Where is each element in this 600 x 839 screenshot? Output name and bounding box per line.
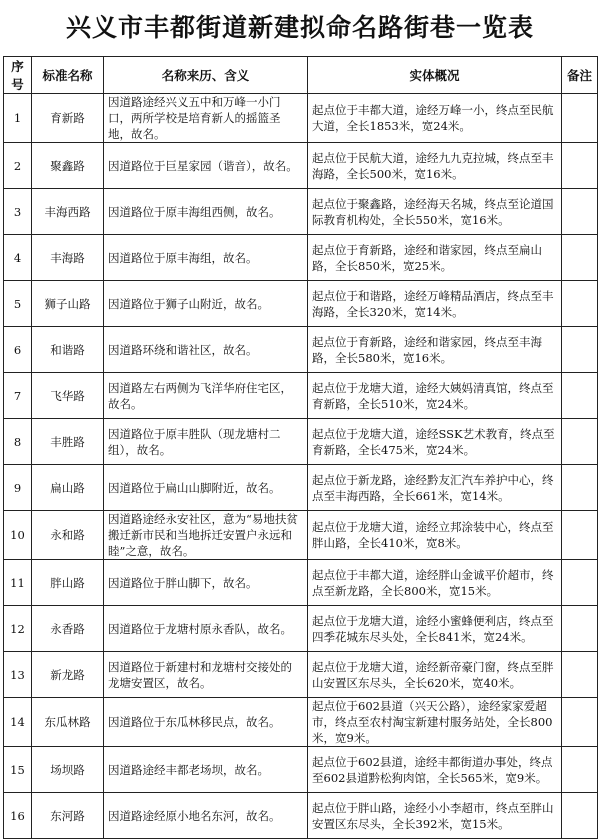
- cell-entity-overview: 起点位于育新路，途经和谐家园，终点至扁山路，全长850米，宽25米。: [308, 235, 562, 281]
- cell-entity-overview: 起点位于602县道（兴天公路），途经家家爱超市，终点至农村淘宝新建村服务站处，全长800米，宽9米。: [308, 698, 562, 747]
- cell-entity-overview: 起点位于602县道，途经丰都街道办事处，终点至602县道黔松狗肉馆，全长565米，宽9米。: [308, 747, 562, 793]
- cell-serial-number: 2: [4, 143, 32, 189]
- cell-entity-overview: 起点位于育新路，途经和谐家园，终点至丰海路，全长580米，宽16米。: [308, 327, 562, 373]
- cell-remarks: [562, 606, 598, 652]
- table-row: [4, 143, 598, 189]
- cell-name-origin: 因道路位于原丰胜队（现龙塘村二组），故名。: [104, 419, 308, 465]
- cell-standard-name: 东瓜林路: [32, 698, 104, 747]
- cell-name-origin: 因道路途经兴义五中和万峰一小门口，两所学校是培育新人的摇篮圣地，故名。: [104, 94, 308, 143]
- table-row: [4, 793, 598, 839]
- cell-remarks: [562, 189, 598, 235]
- cell-name-origin: 因道路位于原丰海组西侧，故名。: [104, 189, 308, 235]
- cell-name-origin: 因道路途经丰都老场坝，故名。: [104, 747, 308, 793]
- header-serial-number: 序号: [4, 57, 32, 94]
- cell-remarks: [562, 793, 598, 839]
- cell-entity-overview: 起点位于龙塘大道，途经大姨妈清真馆，终点至育新路，全长510米，宽24米。: [308, 373, 562, 419]
- table-row: [4, 327, 598, 373]
- header-remarks: 备注: [562, 57, 598, 94]
- cell-standard-name: 丰海西路: [32, 189, 104, 235]
- cell-serial-number: 7: [4, 373, 32, 419]
- cell-remarks: [562, 327, 598, 373]
- cell-serial-number: 14: [4, 698, 32, 747]
- cell-serial-number: 5: [4, 281, 32, 327]
- header-name-origin: 名称来历、含义: [104, 57, 308, 94]
- cell-entity-overview: 起点位于胖山路，途经小小李超市，终点至胖山安置区东尽头，全长392米，宽15米。: [308, 793, 562, 839]
- table-row: [4, 281, 598, 327]
- table-body: [4, 94, 598, 839]
- cell-serial-number: 4: [4, 235, 32, 281]
- cell-entity-overview: 起点位于民航大道，途经九九克拉城，终点至丰海路，全长500米，宽16米。: [308, 143, 562, 189]
- cell-name-origin: 因道路位于东瓜林移民点，故名。: [104, 698, 308, 747]
- cell-remarks: [562, 652, 598, 698]
- table-row: [4, 94, 598, 143]
- cell-remarks: [562, 94, 598, 143]
- cell-standard-name: 育新路: [32, 94, 104, 143]
- cell-serial-number: 6: [4, 327, 32, 373]
- cell-serial-number: 8: [4, 419, 32, 465]
- cell-standard-name: 新龙路: [32, 652, 104, 698]
- table-row: [4, 235, 598, 281]
- cell-name-origin: 因道路途经原小地名东河，故名。: [104, 793, 308, 839]
- cell-entity-overview: 起点位于聚鑫路，途经海天名城，终点至论道国际教育机构处，全长550米，宽16米。: [308, 189, 562, 235]
- cell-entity-overview: 起点位于丰都大道，途经万峰一小，终点至民航大道，全长1853米，宽24米。: [308, 94, 562, 143]
- table-row: [4, 465, 598, 511]
- cell-entity-overview: 起点位于丰都大道，途经胖山金诚平价超市，终点至新龙路，全长800米，宽15米。: [308, 560, 562, 606]
- cell-name-origin: 因道路位于巨星家园（谐音），故名。: [104, 143, 308, 189]
- table-row: [4, 698, 598, 747]
- header-standard-name: 标准名称: [32, 57, 104, 94]
- table-row: [4, 189, 598, 235]
- cell-standard-name: 场坝路: [32, 747, 104, 793]
- table-row: [4, 373, 598, 419]
- cell-serial-number: 11: [4, 560, 32, 606]
- street-name-table: [3, 56, 598, 839]
- cell-entity-overview: 起点位于新龙路，途经黔友汇汽车养护中心，终点至丰海西路，全长661米，宽14米。: [308, 465, 562, 511]
- cell-serial-number: 15: [4, 747, 32, 793]
- table-row: [4, 511, 598, 560]
- cell-name-origin: 因道路位于胖山脚下，故名。: [104, 560, 308, 606]
- cell-standard-name: 狮子山路: [32, 281, 104, 327]
- cell-name-origin: 因道路位于新建村和龙塘村交接处的龙塘安置区，故名。: [104, 652, 308, 698]
- table-row: [4, 606, 598, 652]
- cell-serial-number: 3: [4, 189, 32, 235]
- cell-standard-name: 和谐路: [32, 327, 104, 373]
- cell-serial-number: 13: [4, 652, 32, 698]
- cell-entity-overview: 起点位于龙塘大道，途经SSK艺术教育，终点至育新路，全长475米，宽24米。: [308, 419, 562, 465]
- cell-name-origin: 因道路位于扁山山脚附近，故名。: [104, 465, 308, 511]
- header-entity-overview: 实体概况: [308, 57, 562, 94]
- cell-remarks: [562, 560, 598, 606]
- cell-remarks: [562, 235, 598, 281]
- cell-standard-name: 聚鑫路: [32, 143, 104, 189]
- page-title: 兴义市丰都街道新建拟命名路街巷一览表: [65, 13, 534, 42]
- cell-name-origin: 因道路途经永安社区，意为“易地扶贫搬迁新市民和当地拆迁安置户永远和睦”之意，故名。: [104, 511, 308, 560]
- cell-standard-name: 永和路: [32, 511, 104, 560]
- cell-standard-name: 扁山路: [32, 465, 104, 511]
- table-row: [4, 747, 598, 793]
- cell-name-origin: 因道路位于原丰海组，故名。: [104, 235, 308, 281]
- cell-standard-name: 飞华路: [32, 373, 104, 419]
- cell-name-origin: 因道路位于狮子山附近，故名。: [104, 281, 308, 327]
- cell-name-origin: 因道路位于龙塘村原永香队，故名。: [104, 606, 308, 652]
- cell-serial-number: 1: [4, 94, 32, 143]
- cell-standard-name: 东河路: [32, 793, 104, 839]
- cell-remarks: [562, 698, 598, 747]
- cell-standard-name: 丰海路: [32, 235, 104, 281]
- table-row: [4, 419, 598, 465]
- cell-entity-overview: 起点位于龙塘大道，途经新帝豪门窗，终点至胖山安置区东尽头，全长620米，宽40米。: [308, 652, 562, 698]
- cell-remarks: [562, 373, 598, 419]
- cell-standard-name: 永香路: [32, 606, 104, 652]
- cell-standard-name: 胖山路: [32, 560, 104, 606]
- cell-entity-overview: 起点位于和谐路，途经万峰精品酒店，终点至丰海路，全长320米，宽14米。: [308, 281, 562, 327]
- cell-serial-number: 9: [4, 465, 32, 511]
- table-header-row: [4, 57, 598, 94]
- cell-remarks: [562, 747, 598, 793]
- cell-remarks: [562, 419, 598, 465]
- cell-remarks: [562, 511, 598, 560]
- cell-remarks: [562, 281, 598, 327]
- cell-remarks: [562, 143, 598, 189]
- table-row: [4, 652, 598, 698]
- table-row: [4, 560, 598, 606]
- cell-standard-name: 丰胜路: [32, 419, 104, 465]
- cell-name-origin: 因道路左右两侧为飞洋华府住宅区，故名。: [104, 373, 308, 419]
- cell-remarks: [562, 465, 598, 511]
- cell-entity-overview: 起点位于龙塘大道，途经小蜜蜂便利店，终点至四季花城东尽头处，全长841米，宽24米。: [308, 606, 562, 652]
- cell-entity-overview: 起点位于龙塘大道，途经立邦涂装中心，终点至胖山路，全长410米，宽8米。: [308, 511, 562, 560]
- cell-serial-number: 16: [4, 793, 32, 839]
- cell-serial-number: 12: [4, 606, 32, 652]
- cell-serial-number: 10: [4, 511, 32, 560]
- cell-name-origin: 因道路环绕和谐社区，故名。: [104, 327, 308, 373]
